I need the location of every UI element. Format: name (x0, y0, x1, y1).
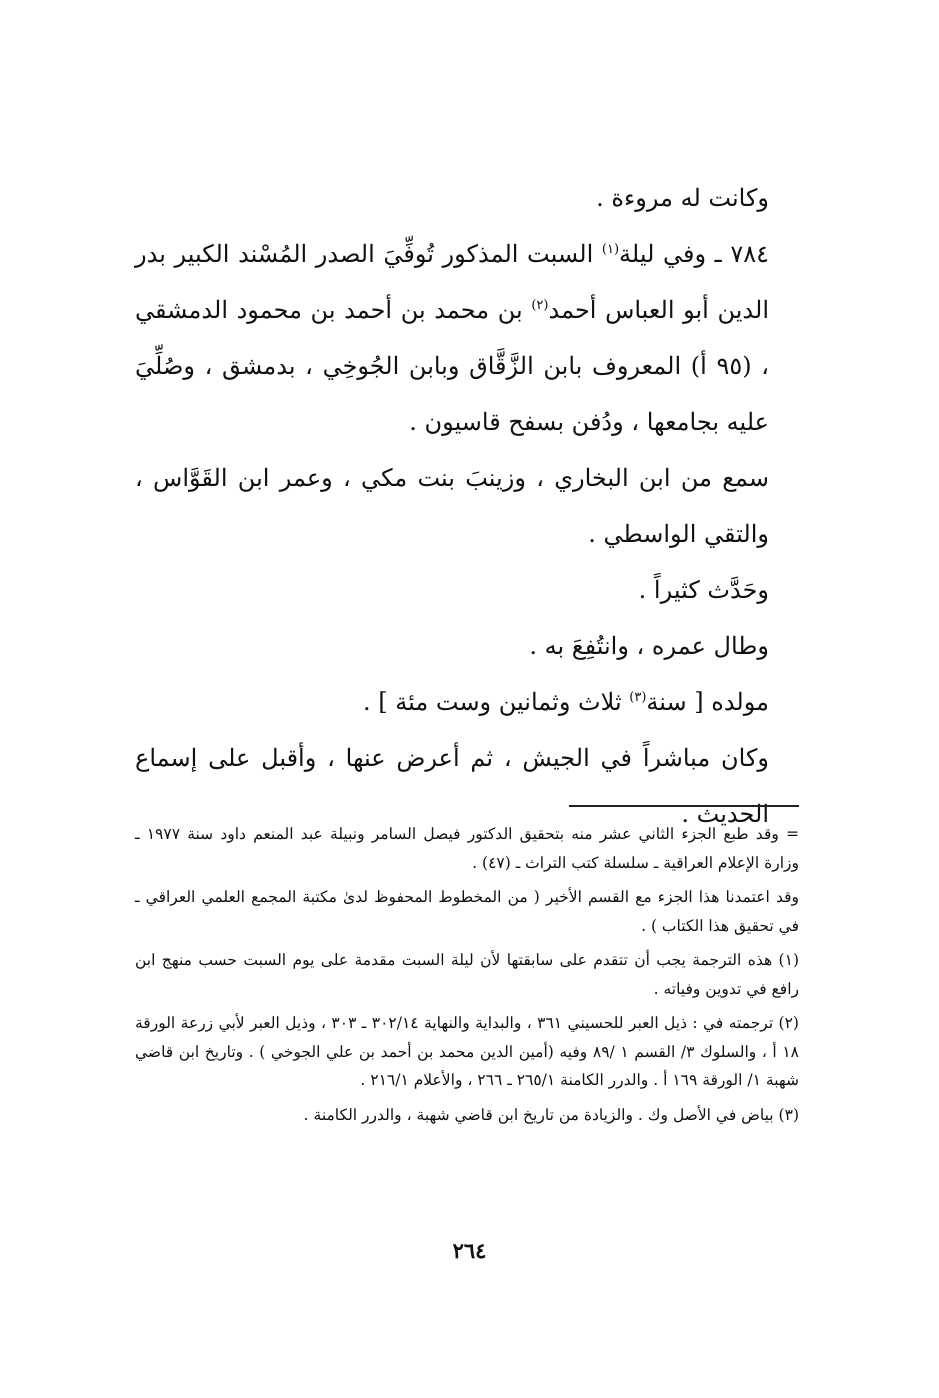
paragraph-text: سمع من ابن البخاري ، وزينبَ بنت مكي ، وعمر ابن القَوَّاس ، والتقي الواسطي . (135, 464, 769, 548)
footnote: (٣) بياض في الأصل وك . والزيادة من تاريخ ابن قاضي شهبة ، والدرر الكامنة . (303, 1105, 799, 1124)
main-paragraph (135, 562, 799, 618)
paragraph-text: وكانت له مروءة . (596, 184, 769, 212)
main-text (135, 170, 799, 842)
paragraph-text: وحَدَّث كثيراً . (638, 576, 769, 604)
paragraph-text: وكان مباشراً في الجيش ، ثم أعرض عنها ، وأقبل على إسماع الحديث . (135, 744, 769, 828)
footnote-marker: (٣) (629, 690, 647, 705)
main-paragraph (135, 170, 799, 226)
main-paragraph (135, 450, 799, 562)
footnotes (135, 820, 799, 1135)
paragraph-text: بن محمد بن أحمد بن محمود الدمشقي ، (٩٥ أ) المعروف بابن الزَّقَّاق وبابن الجُوخِي ، بدمشق ، وصُلِّيَ عليه بجامعها ، ودُفن بسفح قاسيون . (135, 296, 769, 436)
footnote: (٢) ترجمته في : ذيل العبر للحسيني ٣٦١ ، والبداية والنهاية ٣٠٢/١٤ ـ ٣٠٣ ، وذيل العبر لأبي زرعة الورقة ١٨ أ ، والسلوك ٣/ القسم ١ /٨٩ وفيه (أمين الدين محمد بن أحمد بن علي الجوخي ) . وتاريخ ابن قاضي شهبة ١/ الورقة ١٦٩ أ . والدرر الكامنة ٢٦٥/١ ـ ٢٦٦ ، والأعلام ٢١٦/١ . (135, 1014, 799, 1089)
paragraph-text: السبت المذكور تُوفِّيَ الصدر المُسْند الكبير بدر الدين أبو العباس أحمد (135, 240, 770, 324)
footnote: وقد اعتمدنا هذا الجزء مع القسم الأخير ( من المخطوط المحفوظ لدىٰ مكتبة المجمع العلمي العراقي ـ في تحقيق هذا الكتاب ) . (135, 888, 799, 935)
footnote-divider (569, 805, 799, 807)
page-number: ٢٦٤ (452, 1238, 487, 1263)
footnote: (١) هذه الترجمة يجب أن تتقدم على سابقتها لأن ليلة السبت مقدمة على يوم السبت حسب منهج ابن رافع في تدوين وفياته . (135, 951, 799, 998)
entry-784-paragraph (135, 226, 799, 450)
footnote: = وقد طبع الجزء الثاني عشر منه بتحقيق الدكتور فيصل السامر ونبيلة عبد المنعم داود سنة ١٩٧٧ ـ وزارة الإعلام العراقية ـ سلسلة كتب التراث ـ (٤٧) . (135, 825, 799, 872)
footnote-marker: (٢) (531, 298, 549, 313)
paragraph-text: وطال عمره ، وانتُفِعَ به . (529, 632, 769, 660)
main-paragraph (135, 674, 799, 730)
paragraph-text: ٧٨٤ ـ وفي ليلة (619, 240, 770, 268)
paragraph-text: مولده [ سنة (646, 688, 769, 716)
paragraph-text: ثلاث وثمانين وست مئة ] . (363, 688, 630, 716)
footnote-marker: (١) (601, 242, 620, 257)
main-paragraph (135, 618, 799, 674)
